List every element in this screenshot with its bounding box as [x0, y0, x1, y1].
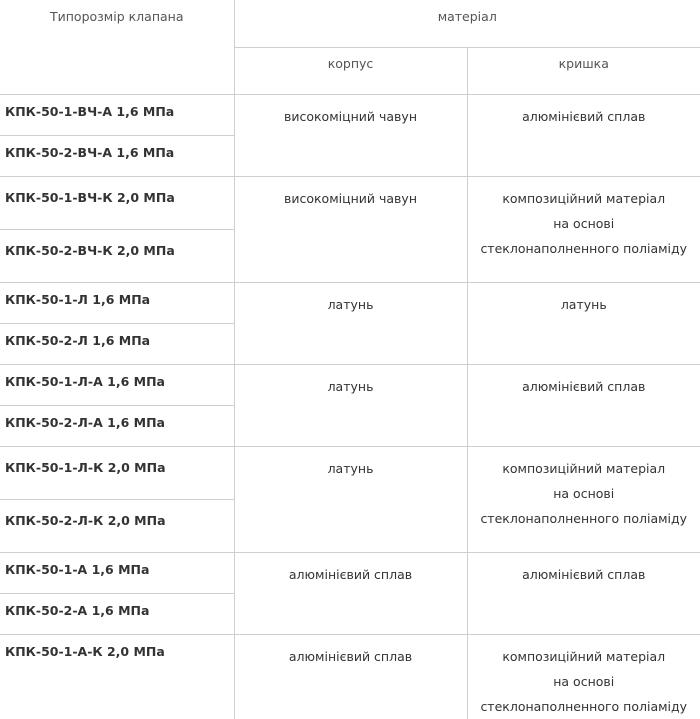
- model-cell: КПК-50-2-ВЧ-А 1,6 МПа: [0, 136, 234, 177]
- body-material-text: високоміцний чавун: [235, 186, 467, 211]
- cover-material-text: алюмінієвий сплав: [468, 374, 700, 399]
- model-cell: КПК-50-2-Л-К 2,0 МПа: [0, 500, 234, 553]
- type-size-header: Типорозмір клапана: [0, 0, 234, 95]
- table-row: [0, 95, 700, 136]
- table-body: [0, 95, 700, 719]
- cover-header: кришка: [467, 48, 700, 95]
- model-cell: КПК-50-2-А 1,6 МПа: [0, 594, 234, 635]
- table-row: [0, 177, 700, 230]
- cover-material-cell: [467, 447, 700, 553]
- body-material-text: алюмінієвий сплав: [235, 562, 467, 587]
- body-material-cell: [234, 635, 467, 719]
- body-material-cell: [234, 553, 467, 635]
- body-material-text: латунь: [235, 456, 467, 481]
- cover-material-text: латунь: [468, 292, 700, 317]
- cover-material-text: на основі: [468, 669, 700, 694]
- header-row: [0, 0, 700, 48]
- cover-material-text: стеклонаполненного поліаміду: [468, 506, 700, 531]
- body-material-text: алюмінієвий сплав: [235, 644, 467, 669]
- cover-material-text: стеклонаполненного поліаміду: [468, 236, 700, 261]
- cover-material-cell: [467, 283, 700, 365]
- table-header: [0, 0, 700, 95]
- body-material-text: латунь: [235, 292, 467, 317]
- cover-material-text: алюмінієвий сплав: [468, 562, 700, 587]
- table-row: [0, 283, 700, 324]
- body-header: корпус: [234, 48, 467, 95]
- model-cell: КПК-50-1-Л-К 2,0 МПа: [0, 447, 234, 500]
- model-cell: КПК-50-1-Л-А 1,6 МПа: [0, 365, 234, 406]
- model-cell: КПК-50-1-А-К 2,0 МПа: [0, 635, 234, 719]
- model-cell: КПК-50-2-Л 1,6 МПа: [0, 324, 234, 365]
- table-row: [0, 553, 700, 594]
- model-cell: КПК-50-1-Л 1,6 МПа: [0, 283, 234, 324]
- table-row: [0, 447, 700, 500]
- model-cell: КПК-50-2-Л-А 1,6 МПа: [0, 406, 234, 447]
- cover-material-text: композиційний матеріал: [468, 644, 700, 669]
- model-cell: КПК-50-1-ВЧ-А 1,6 МПа: [0, 95, 234, 136]
- body-material-text: високоміцний чавун: [235, 104, 467, 129]
- material-header: матеріал: [234, 0, 700, 48]
- cover-material-cell: [467, 553, 700, 635]
- body-material-cell: [234, 283, 467, 365]
- body-material-cell: [234, 95, 467, 177]
- model-cell: КПК-50-1-ВЧ-К 2,0 МПа: [0, 177, 234, 230]
- cover-material-cell: [467, 365, 700, 447]
- cover-material-text: на основі: [468, 211, 700, 236]
- cover-material-cell: [467, 635, 700, 719]
- cover-material-cell: [467, 95, 700, 177]
- table-row: [0, 365, 700, 406]
- cover-material-cell: [467, 177, 700, 283]
- model-cell: КПК-50-1-А 1,6 МПа: [0, 553, 234, 594]
- body-material-text: латунь: [235, 374, 467, 399]
- cover-material-text: алюмінієвий сплав: [468, 104, 700, 129]
- body-material-cell: [234, 177, 467, 283]
- cover-material-text: стеклонаполненного поліаміду: [468, 694, 700, 719]
- table-row: [0, 635, 700, 719]
- body-material-cell: [234, 365, 467, 447]
- cover-material-text: композиційний матеріал: [468, 456, 700, 481]
- cover-material-text: композиційний матеріал: [468, 186, 700, 211]
- body-material-cell: [234, 447, 467, 553]
- model-cell: КПК-50-2-ВЧ-К 2,0 МПа: [0, 230, 234, 283]
- cover-material-text: на основі: [468, 481, 700, 506]
